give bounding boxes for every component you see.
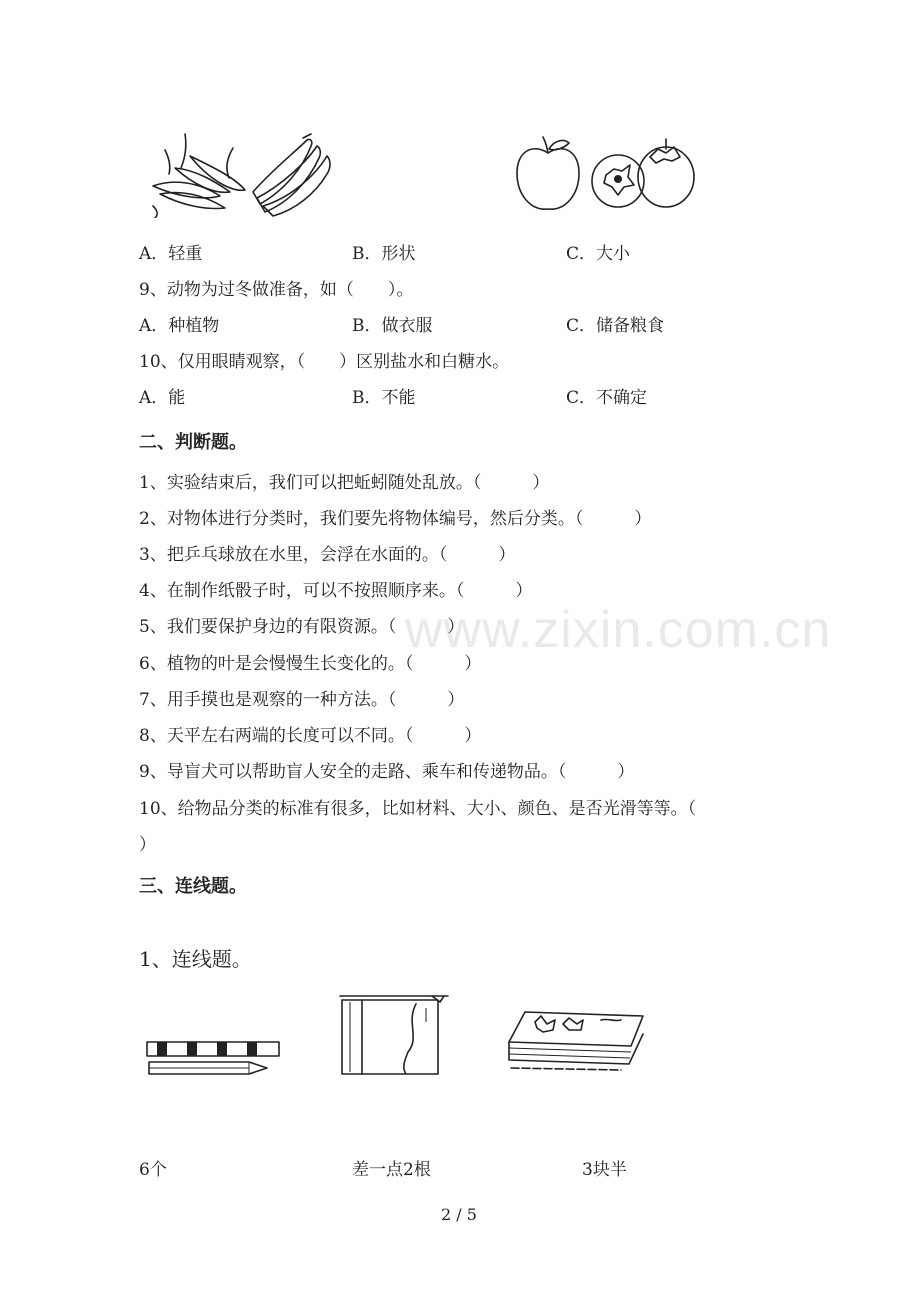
- judge-item-6: 6、植物的叶是会慢慢生长变化的。（ ）: [139, 654, 482, 674]
- judge-item-9: 9、导盲犬可以帮助盲人安全的走路、乘车和传递物品。（ ）: [139, 762, 635, 782]
- q9-option-b: B．做衣服: [352, 316, 433, 336]
- judge-item-7: 7、用手摸也是观察的一种方法。（ ）: [139, 690, 465, 710]
- section2-title: 二、判断题。: [139, 432, 247, 453]
- judge-item-4: 4、在制作纸骰子时，可以不按照顺序来。（ ）: [139, 581, 533, 601]
- q8-option-c: C．大小: [566, 244, 631, 264]
- watermark: www.zixin.com.cn: [405, 601, 832, 659]
- matching-label-3: 3块半: [582, 1160, 627, 1180]
- matching-label-1: 6个: [139, 1160, 167, 1180]
- book-illustration: [336, 992, 451, 1077]
- peppers-illustration: [145, 128, 255, 218]
- bananas-illustration: [245, 132, 335, 222]
- matching-label-2: 差一点2根: [352, 1160, 431, 1180]
- judge-item-3: 3、把乒乓球放在水里，会浮在水面的。（ ）: [139, 545, 516, 565]
- eraser-illustration: [505, 1002, 645, 1082]
- judge-item-10: 10、给物品分类的标准有很多，比如材料、大小、颜色、是否光滑等等。（: [139, 799, 697, 819]
- section3-title: 三、连线题。: [139, 876, 247, 897]
- judge-item-8: 8、天平左右两端的长度可以不同。（ ）: [139, 726, 482, 746]
- q9-option-c: C．储备粮食: [566, 316, 665, 336]
- judge-item-5: 5、我们要保护身边的有限资源。（ ）: [139, 617, 465, 637]
- judge-item-1: 1、实验结束后，我们可以把蚯蚓随处乱放。（ ）: [139, 473, 550, 493]
- judge-item-10-close: ）: [139, 835, 156, 855]
- q8-option-a: A．轻重: [139, 244, 203, 264]
- apple-illustration: [513, 135, 583, 215]
- q9-option-a: A．种植物: [139, 316, 220, 336]
- q10-text: 10、仅用眼睛观察，（ ）区别盐水和白糖水。: [139, 352, 510, 372]
- q9-text: 9、动物为过冬做准备，如（ ）。: [139, 280, 414, 300]
- page-number: 2 / 5: [441, 1205, 477, 1224]
- pencils-illustration: [145, 1038, 285, 1078]
- q8-option-b: B．形状: [352, 244, 416, 264]
- q10-option-b: B．不能: [352, 388, 416, 408]
- q10-option-a: A．能: [139, 388, 186, 408]
- matching-question: 1、连线题。: [139, 947, 252, 971]
- judge-item-2: 2、对物体进行分类时，我们要先将物体编号，然后分类。（ ）: [139, 509, 652, 529]
- q10-option-c: C．不确定: [566, 388, 648, 408]
- persimmon-illustration: [588, 135, 698, 215]
